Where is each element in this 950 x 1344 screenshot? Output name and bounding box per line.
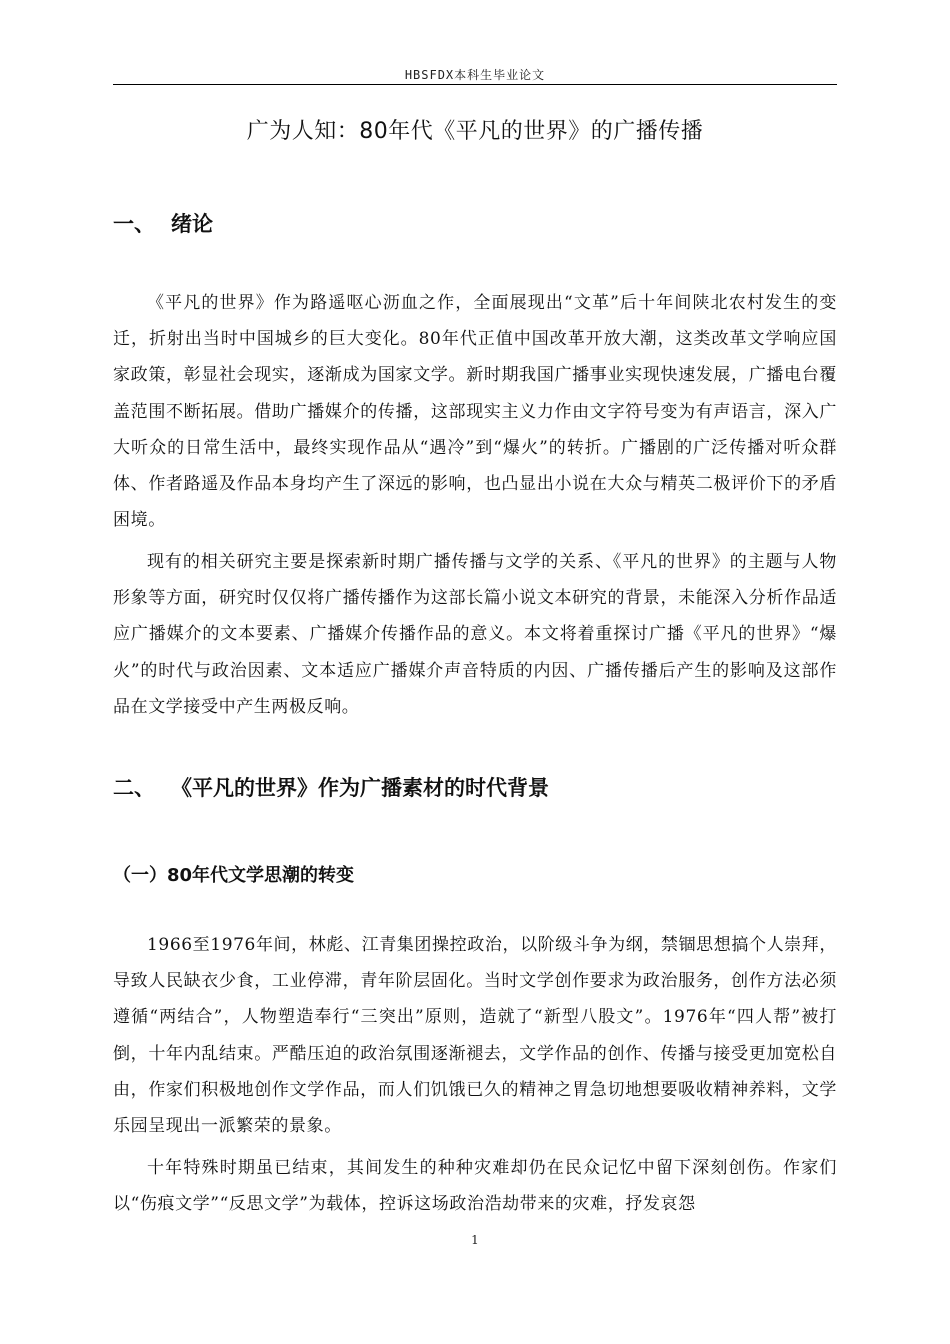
section-heading-background (113, 772, 549, 802)
subsection-heading: （一）80年代文学思潮的转变 (113, 865, 355, 886)
section-title: 《平凡的世界》作为广播素材的时代背景 (171, 776, 549, 800)
section-number: 二、 (113, 776, 155, 800)
page-number: 1 (471, 1233, 479, 1247)
body-paragraph: 1966至1976年间，林彪、江青集团操控政治，以阶级斗争为纲，禁锢思想搞个人崇拜，导致人民缺衣少食，工业停滞，青年阶层固化。当时文学创作要求为政治服务，创作方法必须遵循“两结合”，人物塑造奉行“三突出”原则，造就了“新型八股文”。1976年“四人帮”被打倒，十年内乱结束。严酷压迫的政治氛围逐渐褪去，文学作品的创作、传播与接受更加宽松自由，作家们积极地创作文学作品，而人们饥饿已久的精神之胃急切地想要吸收精神养料，文学乐园呈现出一派繁荣的景象。 (113, 935, 837, 1137)
section-number: 一、 (113, 212, 155, 236)
section-title: 绪论 (171, 212, 213, 236)
body-paragraph: 十年特殊时期虽已结束，其间发生的种种灾难却仍在民众记忆中留下深刻创伤。作家们以“伤痕文学”“反思文学”为载体，控诉这场政治浩劫带来的灾难，抒发哀怨 (113, 1158, 837, 1215)
running-header: HBSFDX本科生毕业论文 (404, 68, 546, 82)
paper-title: 广为人知：80年代《平凡的世界》的广播传播 (246, 119, 704, 144)
body-paragraph: 现有的相关研究主要是探索新时期广播传播与文学的关系、《平凡的世界》的主题与人物形象等方面，研究时仅仅将广播传播作为这部长篇小说文本研究的背景，未能深入分析作品适应广播媒介的文本要素、广播媒介传播作品的意义。本文将着重探讨广播《平凡的世界》“爆火”的时代与政治因素、文本适应广播媒介声音特质的内因、广播传播后产生的影响及这部作品在文学接受中产生两极反响。 (113, 552, 837, 717)
section-heading-introduction (113, 208, 213, 238)
body-paragraph: 《平凡的世界》作为路遥呕心沥血之作，全面展现出“文革”后十年间陕北农村发生的变迁，折射出当时中国城乡的巨大变化。80年代正值中国改革开放大潮，这类改革文学响应国家政策，彰显社会现实，逐渐成为国家文学。新时期我国广播事业实现快速发展，广播电台覆盖范围不断拓展。借助广播媒介的传播，这部现实主义力作由文字符号变为有声语言，深入广大听众的日常生活中，最终实现作品从“遇冷”到“爆火”的转折。广播剧的广泛传播对听众群体、作者路遥及作品本身均产生了深远的影响，也凸显出小说在大众与精英二极评价下的矛盾困境。 (113, 293, 837, 531)
header-divider (113, 84, 837, 85)
